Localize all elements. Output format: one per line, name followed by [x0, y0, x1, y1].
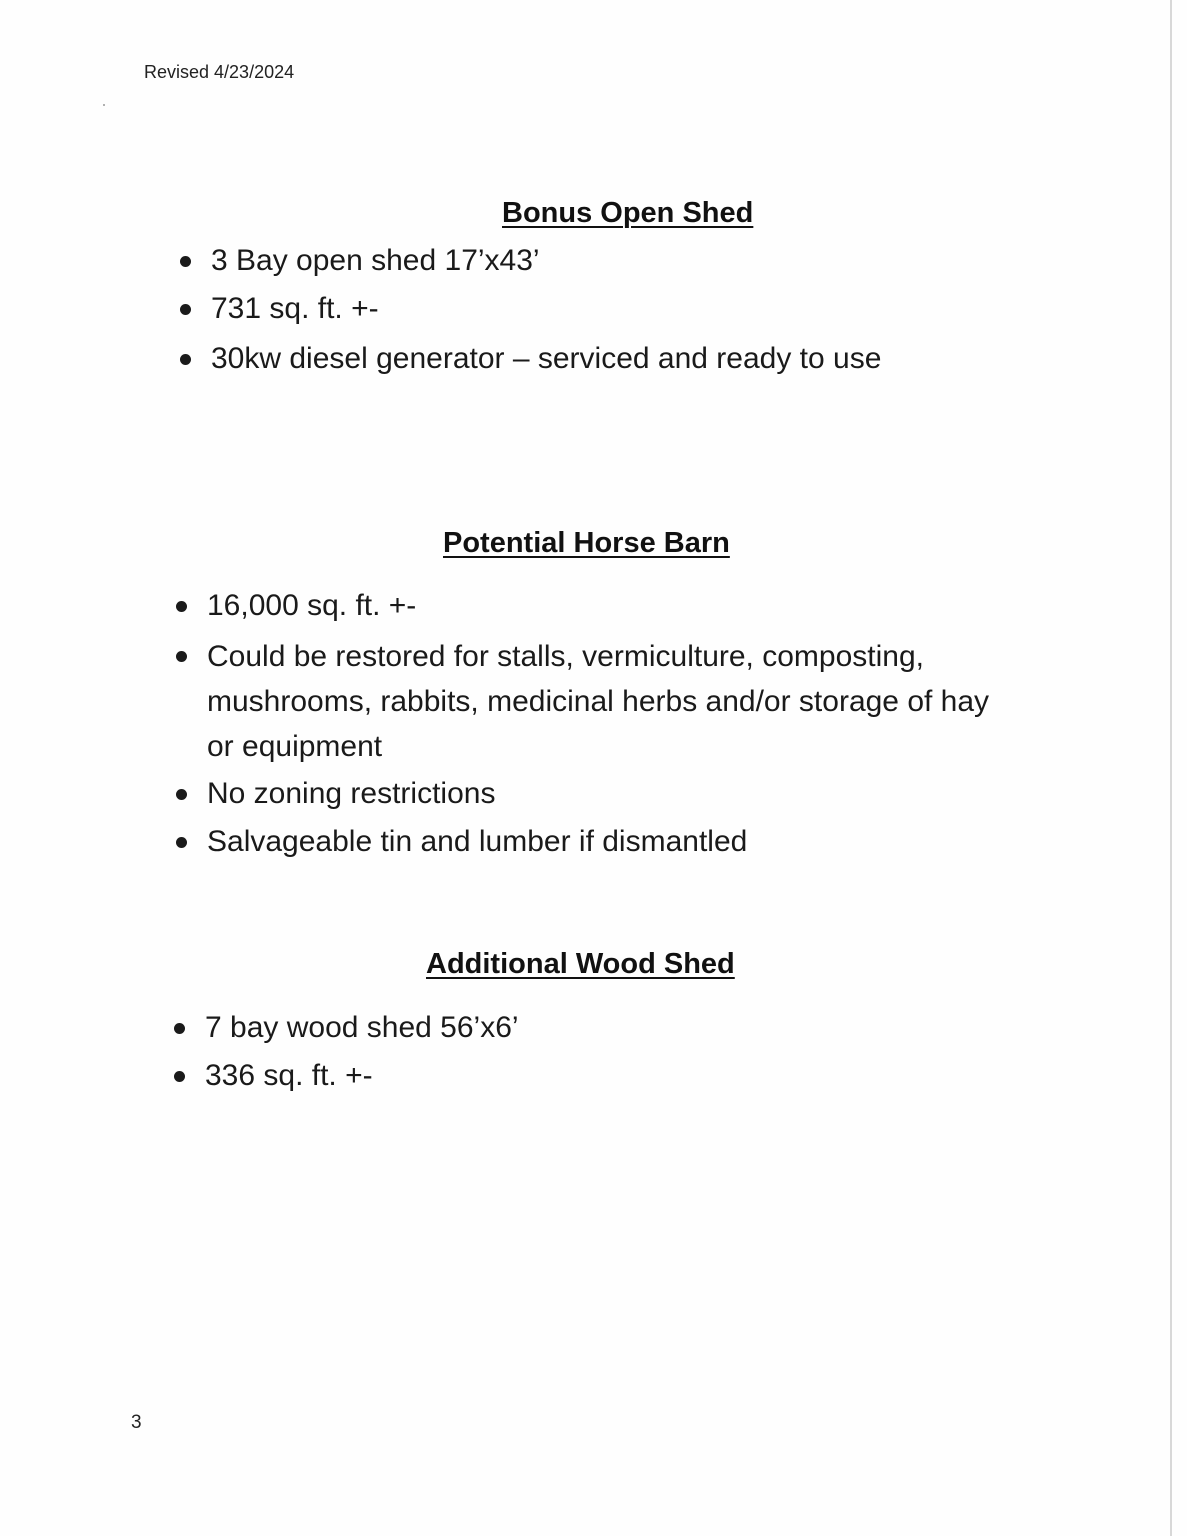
bullet-icon	[176, 601, 187, 612]
section-title-additional-wood-shed: Additional Wood Shed	[426, 948, 735, 980]
list-item: 3 Bay open shed 17’x43’	[177, 241, 881, 289]
list-item: 16,000 sq. ft. +-	[173, 586, 989, 634]
bullet-icon	[180, 256, 191, 267]
potential-horse-barn-list	[173, 586, 989, 870]
list-item: 731 sq. ft. +-	[177, 289, 881, 339]
scan-speck	[103, 104, 105, 106]
bullet-icon	[174, 1023, 185, 1034]
bonus-open-shed-list	[177, 241, 881, 387]
section-title-bonus-open-shed: Bonus Open Shed	[502, 197, 754, 229]
bullet-icon	[174, 1071, 185, 1082]
bullet-icon	[176, 789, 187, 800]
section-title-potential-horse-barn: Potential Horse Barn	[443, 527, 730, 559]
bullet-icon	[176, 651, 187, 662]
list-item: Salvageable tin and lumber if dismantled	[173, 822, 989, 870]
list-item: Could be restored for stalls, vermiculture, composting, mushrooms, rabbits, medicinal herbs and/or storage of hay or equipment	[173, 634, 989, 774]
revision-date: Revised 4/23/2024	[144, 62, 295, 82]
list-item: No zoning restrictions	[173, 774, 989, 822]
additional-wood-shed-list	[171, 1008, 519, 1104]
bullet-icon	[180, 304, 191, 315]
bullet-icon	[180, 354, 191, 365]
page-edge-line	[1170, 0, 1172, 1536]
list-item: 7 bay wood shed 56’x6’	[171, 1008, 519, 1056]
list-item: 336 sq. ft. +-	[171, 1056, 519, 1104]
list-item: 30kw diesel generator – serviced and ready to use	[177, 339, 881, 387]
bullet-icon	[176, 837, 187, 848]
page-number: 3	[131, 1412, 142, 1433]
